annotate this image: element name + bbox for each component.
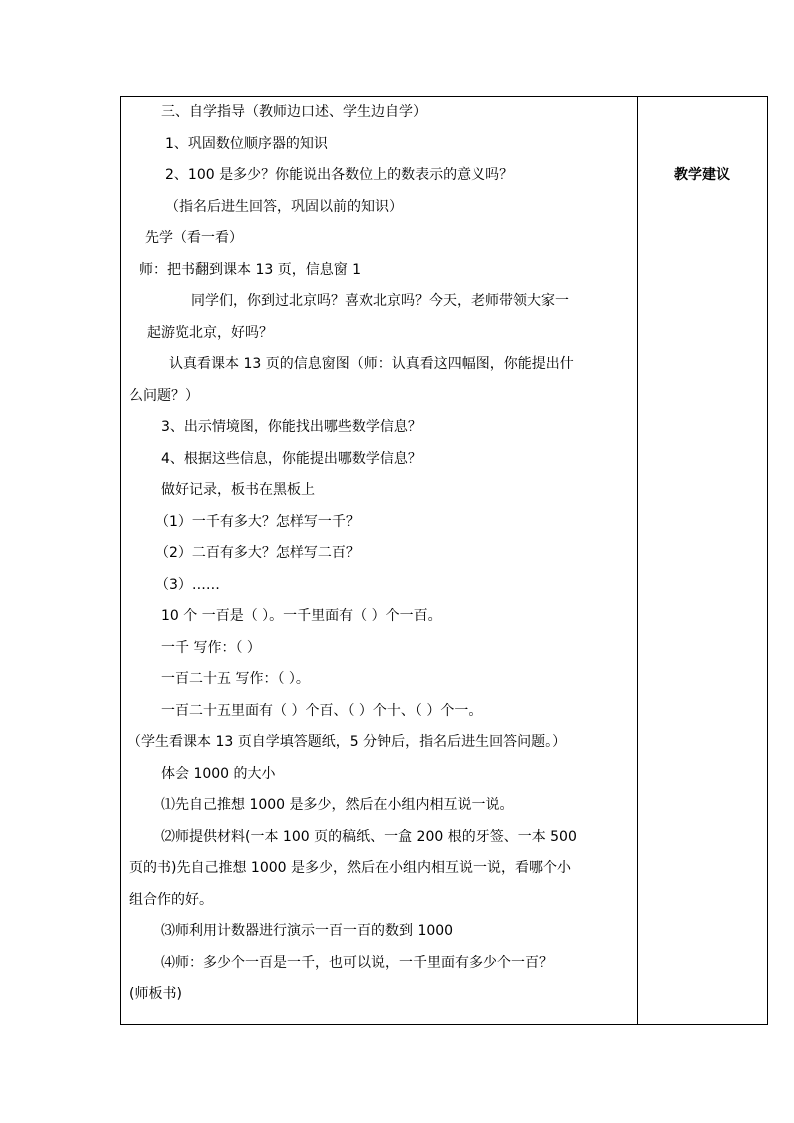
text-line: ⑶师利用计数器进行演示一百一百的数到 1000 [161,923,454,939]
text-line: 同学们，你到过北京吗？喜欢北京吗？今天，老师带领大家一 [191,293,569,309]
text-line: 1、巩固数位顺序器的知识 [165,136,328,152]
text-line: ⑵师提供材料(一本 100 页的稿纸、一盒 200 根的牙签、一本 500 [161,829,577,845]
text-line: ⑴先自己推想 1000 是多少，然后在小组内相互说一说。 [161,797,514,813]
text-line: 认真看课本 13 页的信息窗图（师：认真看这四幅图，你能提出什 [169,356,574,372]
text-line: 3、出示情境图，你能找出哪些数学信息？ [161,419,422,435]
text-line: 体会 1000 的大小 [161,766,276,782]
text-line: 先学（看一看） [145,230,243,246]
teaching-suggestion-title: 教学建议 [674,167,730,183]
text-line: 三、自学指导（教师边口述、学生边自学） [161,104,427,120]
text-line: 4、根据这些信息，你能提出哪数学信息？ [161,451,422,467]
text-line: （学生看课本 13 页自学填答题纸，5 分钟后，指名后进生回答问题。） [127,734,567,750]
text-line: 10 个 一百是（ ）。一千里面有（ ）个一百。 [161,608,442,624]
text-line: 起游览北京，好吗？ [147,325,273,341]
text-line: 一千 写作：（ ） [161,640,261,656]
text-line: ⑷师：多少个一百是一千，也可以说，一千里面有多少个一百？ [161,955,553,971]
column-divider [637,97,638,1024]
text-line: 一百二十五 写作：（ ）。 [161,671,310,687]
text-line: （3）…… [155,577,220,593]
text-line: 2、100 是多少？你能说出各数位上的数表示的意义吗？ [165,167,514,183]
content-cell [121,97,637,1024]
text-line: 一百二十五里面有（ ）个百、（ ）个十、（ ）个一。 [161,703,483,719]
text-line: 组合作的好。 [129,892,213,908]
text-line: 么问题？） [129,388,199,404]
text-line: （指名后进生回答，巩固以前的知识） [165,199,403,215]
text-line: 做好记录，板书在黑板上 [161,482,315,498]
text-line: 师：把书翻到课本 13 页，信息窗 1 [139,262,362,278]
text-line: 页的书)先自己推想 1000 是多少，然后在小组内相互说一说，看哪个小 [129,860,571,876]
lesson-table [120,96,768,1025]
text-line: （1）一千有多大？怎样写一千？ [155,514,360,530]
text-line: （2）二百有多大？怎样写二百？ [155,545,360,561]
text-line: (师板书) [129,986,182,1002]
